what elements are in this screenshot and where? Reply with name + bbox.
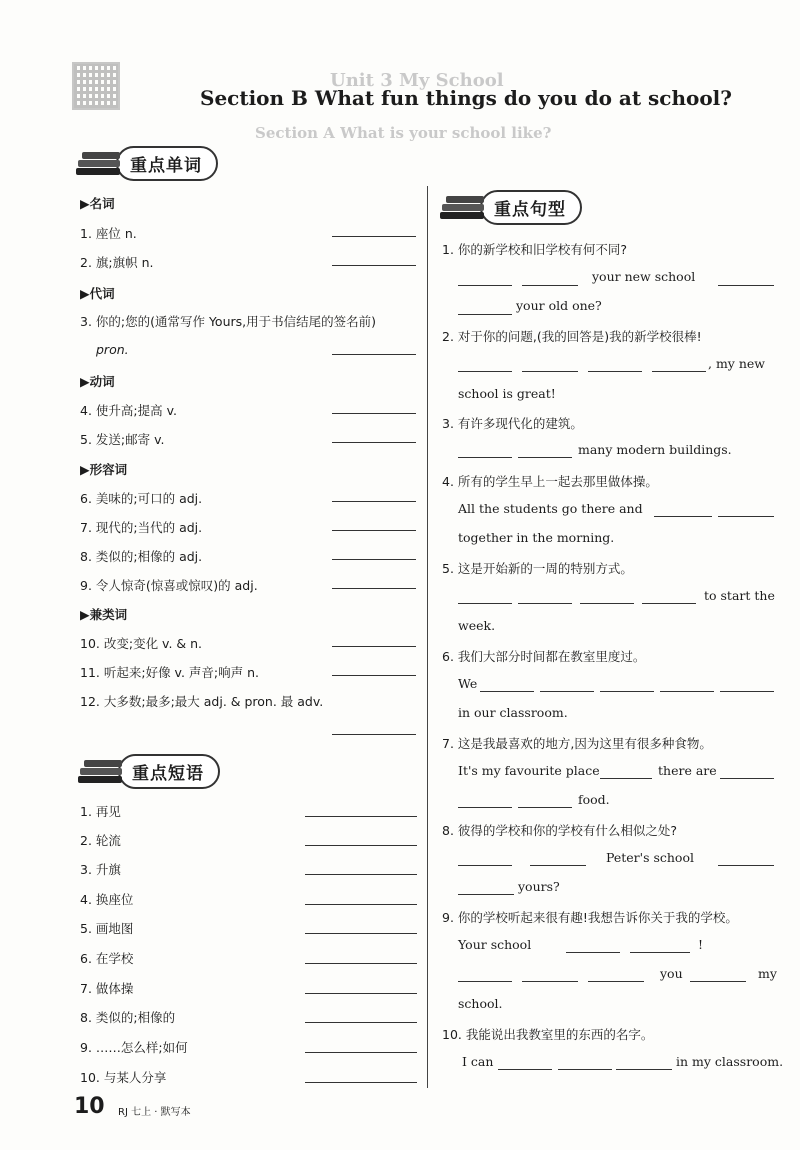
vocab-item-12: 12. 大多数;最多;最大 adj. & pron. 最 adv. <box>80 694 324 709</box>
sentence-4-prompt: 4. 所有的学生早上一起去那里做体操。 <box>442 474 658 489</box>
answer-blank[interactable] <box>654 516 712 517</box>
sentence-6-prompt: 6. 我们大部分时间都在教室里度过。 <box>442 649 646 664</box>
sentence-7-text-3: food. <box>578 792 610 807</box>
vocab-item-10: 10. 改变;变化 v. & n. <box>80 636 203 651</box>
answer-blank[interactable] <box>720 691 774 692</box>
category-verb: ▶动词 <box>80 374 115 389</box>
phrase-item-3: 3. 升旗 <box>80 862 121 877</box>
sentence-9-text: Your school <box>458 937 532 952</box>
answer-blank[interactable] <box>522 285 578 286</box>
answer-blank[interactable] <box>600 778 652 779</box>
answer-blank[interactable] <box>616 1069 672 1070</box>
answer-blank[interactable] <box>480 691 534 692</box>
sentence-5-prompt: 5. 这是开始新的一周的特别方式。 <box>442 561 633 576</box>
vocab-item-8: 8. 类似的;相像的 adj. <box>80 549 203 564</box>
answer-blank[interactable] <box>522 981 578 982</box>
answer-blank[interactable] <box>518 807 572 808</box>
sentence-8-text-2: yours? <box>518 879 560 894</box>
answer-blank[interactable] <box>305 845 417 846</box>
answer-blank[interactable] <box>600 691 654 692</box>
answer-blank[interactable] <box>332 588 416 589</box>
answer-blank[interactable] <box>305 933 417 934</box>
answer-blank[interactable] <box>458 865 512 866</box>
answer-blank[interactable] <box>332 675 416 676</box>
answer-blank[interactable] <box>690 981 746 982</box>
sentence-5-text: to start the <box>704 588 775 603</box>
books-icon <box>440 192 486 222</box>
vocab-item-4: 4. 使升高;提高 v. <box>80 403 177 418</box>
answer-blank[interactable] <box>588 371 642 372</box>
bleed-through-text: Unit 3 My School <box>330 70 504 91</box>
answer-blank[interactable] <box>458 285 512 286</box>
vocab-header-label: 重点单词 <box>116 146 218 181</box>
answer-blank[interactable] <box>720 778 774 779</box>
answer-blank[interactable] <box>305 1052 417 1053</box>
sentence-6-text: We <box>458 676 478 691</box>
answer-blank[interactable] <box>558 1069 612 1070</box>
vocab-item-6: 6. 美味的;可口的 adj. <box>80 491 203 506</box>
vocab-item-5: 5. 发送;邮寄 v. <box>80 432 165 447</box>
answer-blank[interactable] <box>305 963 417 964</box>
sentence-2-prompt: 2. 对于你的问题,(我的回答是)我的新学校很棒! <box>442 329 702 344</box>
category-adj: ▶形容词 <box>80 462 128 477</box>
answer-blank[interactable] <box>332 559 416 560</box>
answer-blank[interactable] <box>332 530 416 531</box>
phrase-item-7: 7. 做体操 <box>80 981 134 996</box>
phrases-header-label: 重点短语 <box>118 754 220 789</box>
answer-blank[interactable] <box>332 442 416 443</box>
phrases-header <box>78 754 220 788</box>
answer-blank[interactable] <box>332 236 416 237</box>
vocab-header <box>76 146 218 180</box>
vocab-item-7: 7. 现代的;当代的 adj. <box>80 520 203 535</box>
phrase-item-9: 9. ……怎么样;如何 <box>80 1040 188 1055</box>
sentence-9-text-4: my <box>758 966 777 981</box>
vocab-item-3-pos: pron. <box>96 342 129 357</box>
sentence-2-text: , my new <box>708 356 765 371</box>
sentence-7-text-2: there are <box>658 763 717 778</box>
sentence-9-prompt: 9. 你的学校听起来很有趣!我想告诉你关于我的学校。 <box>442 910 738 925</box>
sentence-10-text-2: in my classroom. <box>676 1054 784 1069</box>
answer-blank[interactable] <box>332 354 416 355</box>
category-noun: ▶名词 <box>80 196 115 211</box>
answer-blank[interactable] <box>652 371 706 372</box>
sentence-1-text: your new school <box>592 269 696 284</box>
answer-blank[interactable] <box>630 952 690 953</box>
answer-blank[interactable] <box>305 904 417 905</box>
footer-label: RJ 七上 · 默写本 <box>118 1107 191 1118</box>
page-title: Section B What fun things do you do at school? <box>200 86 733 110</box>
answer-blank[interactable] <box>566 952 620 953</box>
page-number: 10 <box>74 1094 105 1119</box>
sentence-1-prompt: 1. 你的新学校和旧学校有何不同? <box>442 242 628 257</box>
answer-blank[interactable] <box>458 981 512 982</box>
sentence-8-text: Peter's school <box>606 850 694 865</box>
sentence-3-text: many modern buildings. <box>578 442 732 457</box>
category-multi: ▶兼类词 <box>80 607 128 622</box>
answer-blank[interactable] <box>718 285 774 286</box>
phrase-item-2: 2. 轮流 <box>80 833 121 848</box>
answer-blank[interactable] <box>498 1069 552 1070</box>
answer-blank[interactable] <box>530 865 586 866</box>
sentences-header-label: 重点句型 <box>480 190 582 225</box>
sentence-8-prompt: 8. 彼得的学校和你的学校有什么相似之处? <box>442 823 678 838</box>
answer-blank[interactable] <box>642 603 696 604</box>
sentence-1-text-2: your old one? <box>516 298 602 313</box>
sentence-4-text: All the students go there and <box>458 501 643 516</box>
answer-blank[interactable] <box>305 874 417 875</box>
sentences-header <box>440 190 582 224</box>
sentence-9-text-5: school. <box>458 996 503 1011</box>
answer-blank[interactable] <box>718 516 774 517</box>
answer-blank[interactable] <box>718 865 774 866</box>
sentence-9-text-2: ! <box>698 937 704 952</box>
sentence-2-text-2: school is great! <box>458 386 556 401</box>
vocab-item-3: 3. 你的;您的(通常写作 Yours,用于书信结尾的签名前) <box>80 314 377 329</box>
bleed-through-text: Section A What is your school like? <box>255 124 552 142</box>
books-icon <box>76 148 122 178</box>
answer-blank[interactable] <box>332 734 416 735</box>
answer-blank[interactable] <box>305 1022 417 1023</box>
answer-blank[interactable] <box>332 646 416 647</box>
answer-blank[interactable] <box>458 894 514 895</box>
answer-blank[interactable] <box>540 691 594 692</box>
vocab-item-11: 11. 听起来;好像 v. 声音;响声 n. <box>80 665 259 680</box>
category-pron: ▶代词 <box>80 286 115 301</box>
phrase-item-4: 4. 换座位 <box>80 892 134 907</box>
answer-blank[interactable] <box>332 265 416 266</box>
books-icon <box>78 756 124 786</box>
phrase-item-10: 10. 与某人分享 <box>80 1070 167 1085</box>
sentence-3-prompt: 3. 有许多现代化的建筑。 <box>442 416 583 431</box>
answer-blank[interactable] <box>588 981 644 982</box>
sentence-5-text-2: week. <box>458 618 496 633</box>
answer-blank[interactable] <box>522 371 578 372</box>
answer-blank[interactable] <box>580 603 634 604</box>
sentence-7-prompt: 7. 这是我最喜欢的地方,因为这里有很多种食物。 <box>442 736 712 751</box>
answer-blank[interactable] <box>458 457 512 458</box>
answer-blank[interactable] <box>332 501 416 502</box>
answer-blank[interactable] <box>458 371 512 372</box>
phrase-item-8: 8. 类似的;相像的 <box>80 1010 176 1025</box>
answer-blank[interactable] <box>518 457 572 458</box>
answer-blank[interactable] <box>458 314 512 315</box>
phrase-item-6: 6. 在学校 <box>80 951 134 966</box>
sentence-6-text-2: in our classroom. <box>458 705 568 720</box>
sentence-4-text-2: together in the morning. <box>458 530 615 545</box>
sentence-7-text: It's my favourite place <box>458 763 600 778</box>
answer-blank[interactable] <box>458 807 512 808</box>
column-divider <box>427 186 428 1088</box>
answer-blank[interactable] <box>305 816 417 817</box>
phrase-item-5: 5. 画地图 <box>80 921 134 936</box>
answer-blank[interactable] <box>305 1082 417 1083</box>
sentence-9-text-3: you <box>660 966 683 981</box>
answer-blank[interactable] <box>458 603 512 604</box>
vocab-item-9: 9. 令人惊奇(惊喜或惊叹)的 adj. <box>80 578 258 593</box>
vocab-item-1: 1. 座位 n. <box>80 226 137 241</box>
answer-blank[interactable] <box>660 691 714 692</box>
answer-blank[interactable] <box>518 603 572 604</box>
answer-blank[interactable] <box>332 413 416 414</box>
phrase-item-1: 1. 再见 <box>80 804 121 819</box>
sentence-10-text: I can <box>462 1054 494 1069</box>
answer-blank[interactable] <box>305 993 417 994</box>
vocab-item-2: 2. 旗;旗帜 n. <box>80 255 154 270</box>
sentence-10-prompt: 10. 我能说出我教室里的东西的名字。 <box>442 1027 654 1042</box>
qr-code-icon <box>72 62 120 110</box>
